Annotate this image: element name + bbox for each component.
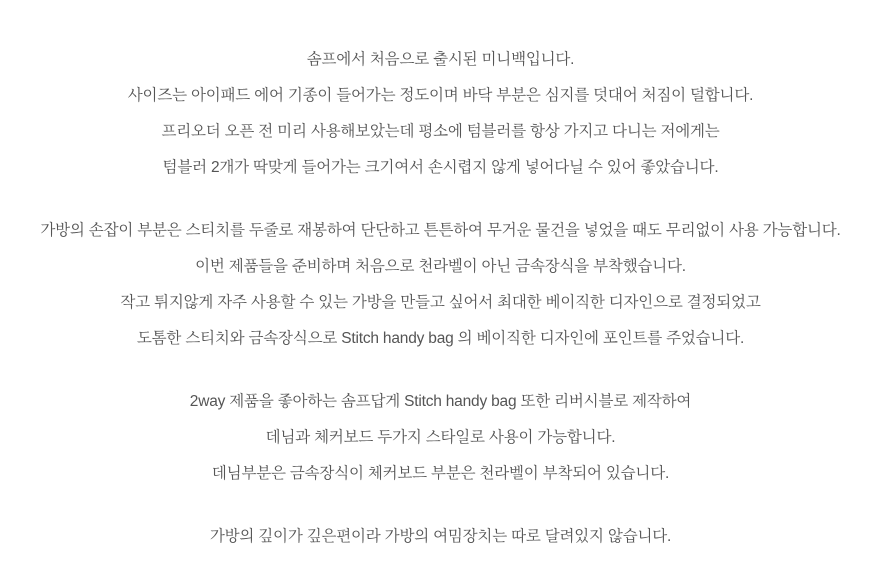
text-line: 가방의 깊이가 깊은편이라 가방의 여밈장치는 따로 달려있지 않습니다. [209, 528, 672, 545]
text-line: 텀블러 2개가 딱맞게 들어가는 크기여서 손시렵지 않게 넣어다닐 수 있어 좋았습니다. [162, 159, 719, 176]
paragraph-reversible [0, 384, 881, 492]
text-line: 프리오더 오픈 전 미리 사용해보았는데 평소에 텀블러를 항상 가지고 다니는 저에게는 [161, 123, 720, 140]
text-line: 가방의 손잡이 부분은 스티치를 두줄로 재봉하여 단단하고 튼튼하여 무거운 물건을 넣었을 때도 무리없이 사용 가능합니다. [40, 222, 841, 239]
text-line: 2way 제품을 좋아하는 솜프답게 Stitch handy bag 또한 리버시블로 제작하여 [189, 393, 692, 410]
text-line: 솜프에서 처음으로 출시된 미니백입니다. [306, 51, 575, 68]
text-line: 이번 제품들을 준비하며 처음으로 천라벨이 아닌 금속장식을 부착했습니다. [195, 258, 686, 275]
paragraph-intro [0, 42, 881, 186]
text-line: 작고 튀지않게 자주 사용할 수 있는 가방을 만들고 싶어서 최대한 베이직한 디자인으로 결정되었고 [120, 294, 761, 311]
text-line: 데님부분은 금속장식이 체커보드 부분은 천라벨이 부착되어 있습니다. [211, 465, 670, 482]
text-line: 도톰한 스티치와 금속장식으로 Stitch handy bag 의 베이직한 디자인에 포인트를 주었습니다. [136, 330, 745, 347]
paragraph-features [0, 213, 881, 357]
text-line: 사이즈는 아이패드 에어 기종이 들어가는 정도이며 바닥 부분은 심지를 덧대어 처짐이 덜합니다. [127, 87, 754, 104]
text-line: 데님과 체커보드 두가지 스타일로 사용이 가능합니다. [265, 429, 616, 446]
paragraph-depth [0, 519, 881, 555]
